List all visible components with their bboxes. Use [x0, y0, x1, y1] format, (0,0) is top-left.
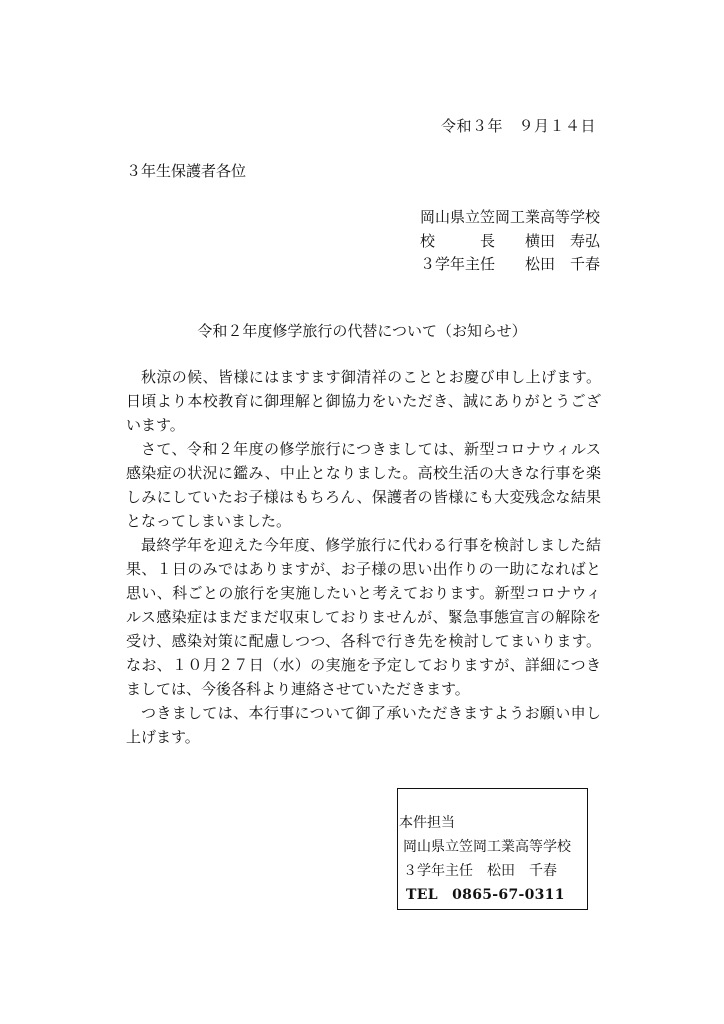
letter-title: 令和２年度修学旅行の代替について（お知らせ）: [197, 322, 527, 340]
contact-person: ３学年主任 松田 千春: [403, 863, 557, 879]
sender-principal: 校 長 横田 寿弘: [420, 231, 601, 250]
letter-recipient: ３年生保護者各位: [126, 162, 247, 180]
contact-school: 岡山県立笠岡工業高等学校: [403, 839, 571, 855]
sender-grade-head: ３学年主任 松田 千春: [420, 255, 601, 273]
body-paragraph: 秋涼の候、皆様にはますます御清祥のこととお慶び申し上げます。日頃より本校教育に御理解と御協力をいただき、誠にありがとうございます。: [126, 368, 601, 434]
body-paragraph: さて、令和２年度の修学旅行につきましては、新型コロナウィルス感染症の状況に鑑み、中止となりました。高校生活の大きな行事を楽しみにしていたお子様はもちろん、保護者の皆様にも大変残念な結果となってしまいました。: [126, 440, 601, 530]
letter-body: [126, 365, 601, 749]
letter-date: 令和３年 ９月１４日: [440, 117, 596, 135]
contact-heading: 本件担当: [399, 815, 455, 831]
contact-tel: TEL 0865-67-0311: [406, 887, 565, 903]
sender-school: 岡山県立笠岡工業高等学校: [420, 208, 601, 226]
body-paragraph: つきましては、本行事について御了承いただきますようお願い申し上げます。: [126, 704, 601, 746]
sender-block: [420, 206, 600, 277]
contact-box: [397, 788, 588, 910]
body-paragraph: 最終学年を迎えた今年度、修学旅行に代わる行事を検討しました結果、１日のみではありますが、お子様の思い出作りの一助になればと思い、科ごとの旅行を実施したいと考えております。新型コロナウィルス感染症はまだまだ収束しておりませんが、緊急事態宣言の解除を受け、感染対策に配慮しつつ、各科で行き先を検討してまいります。なお、１０月２７日（水）の実施を予定しておりますが、詳細につきましては、今後各科より連絡させていただきます。: [126, 536, 601, 698]
